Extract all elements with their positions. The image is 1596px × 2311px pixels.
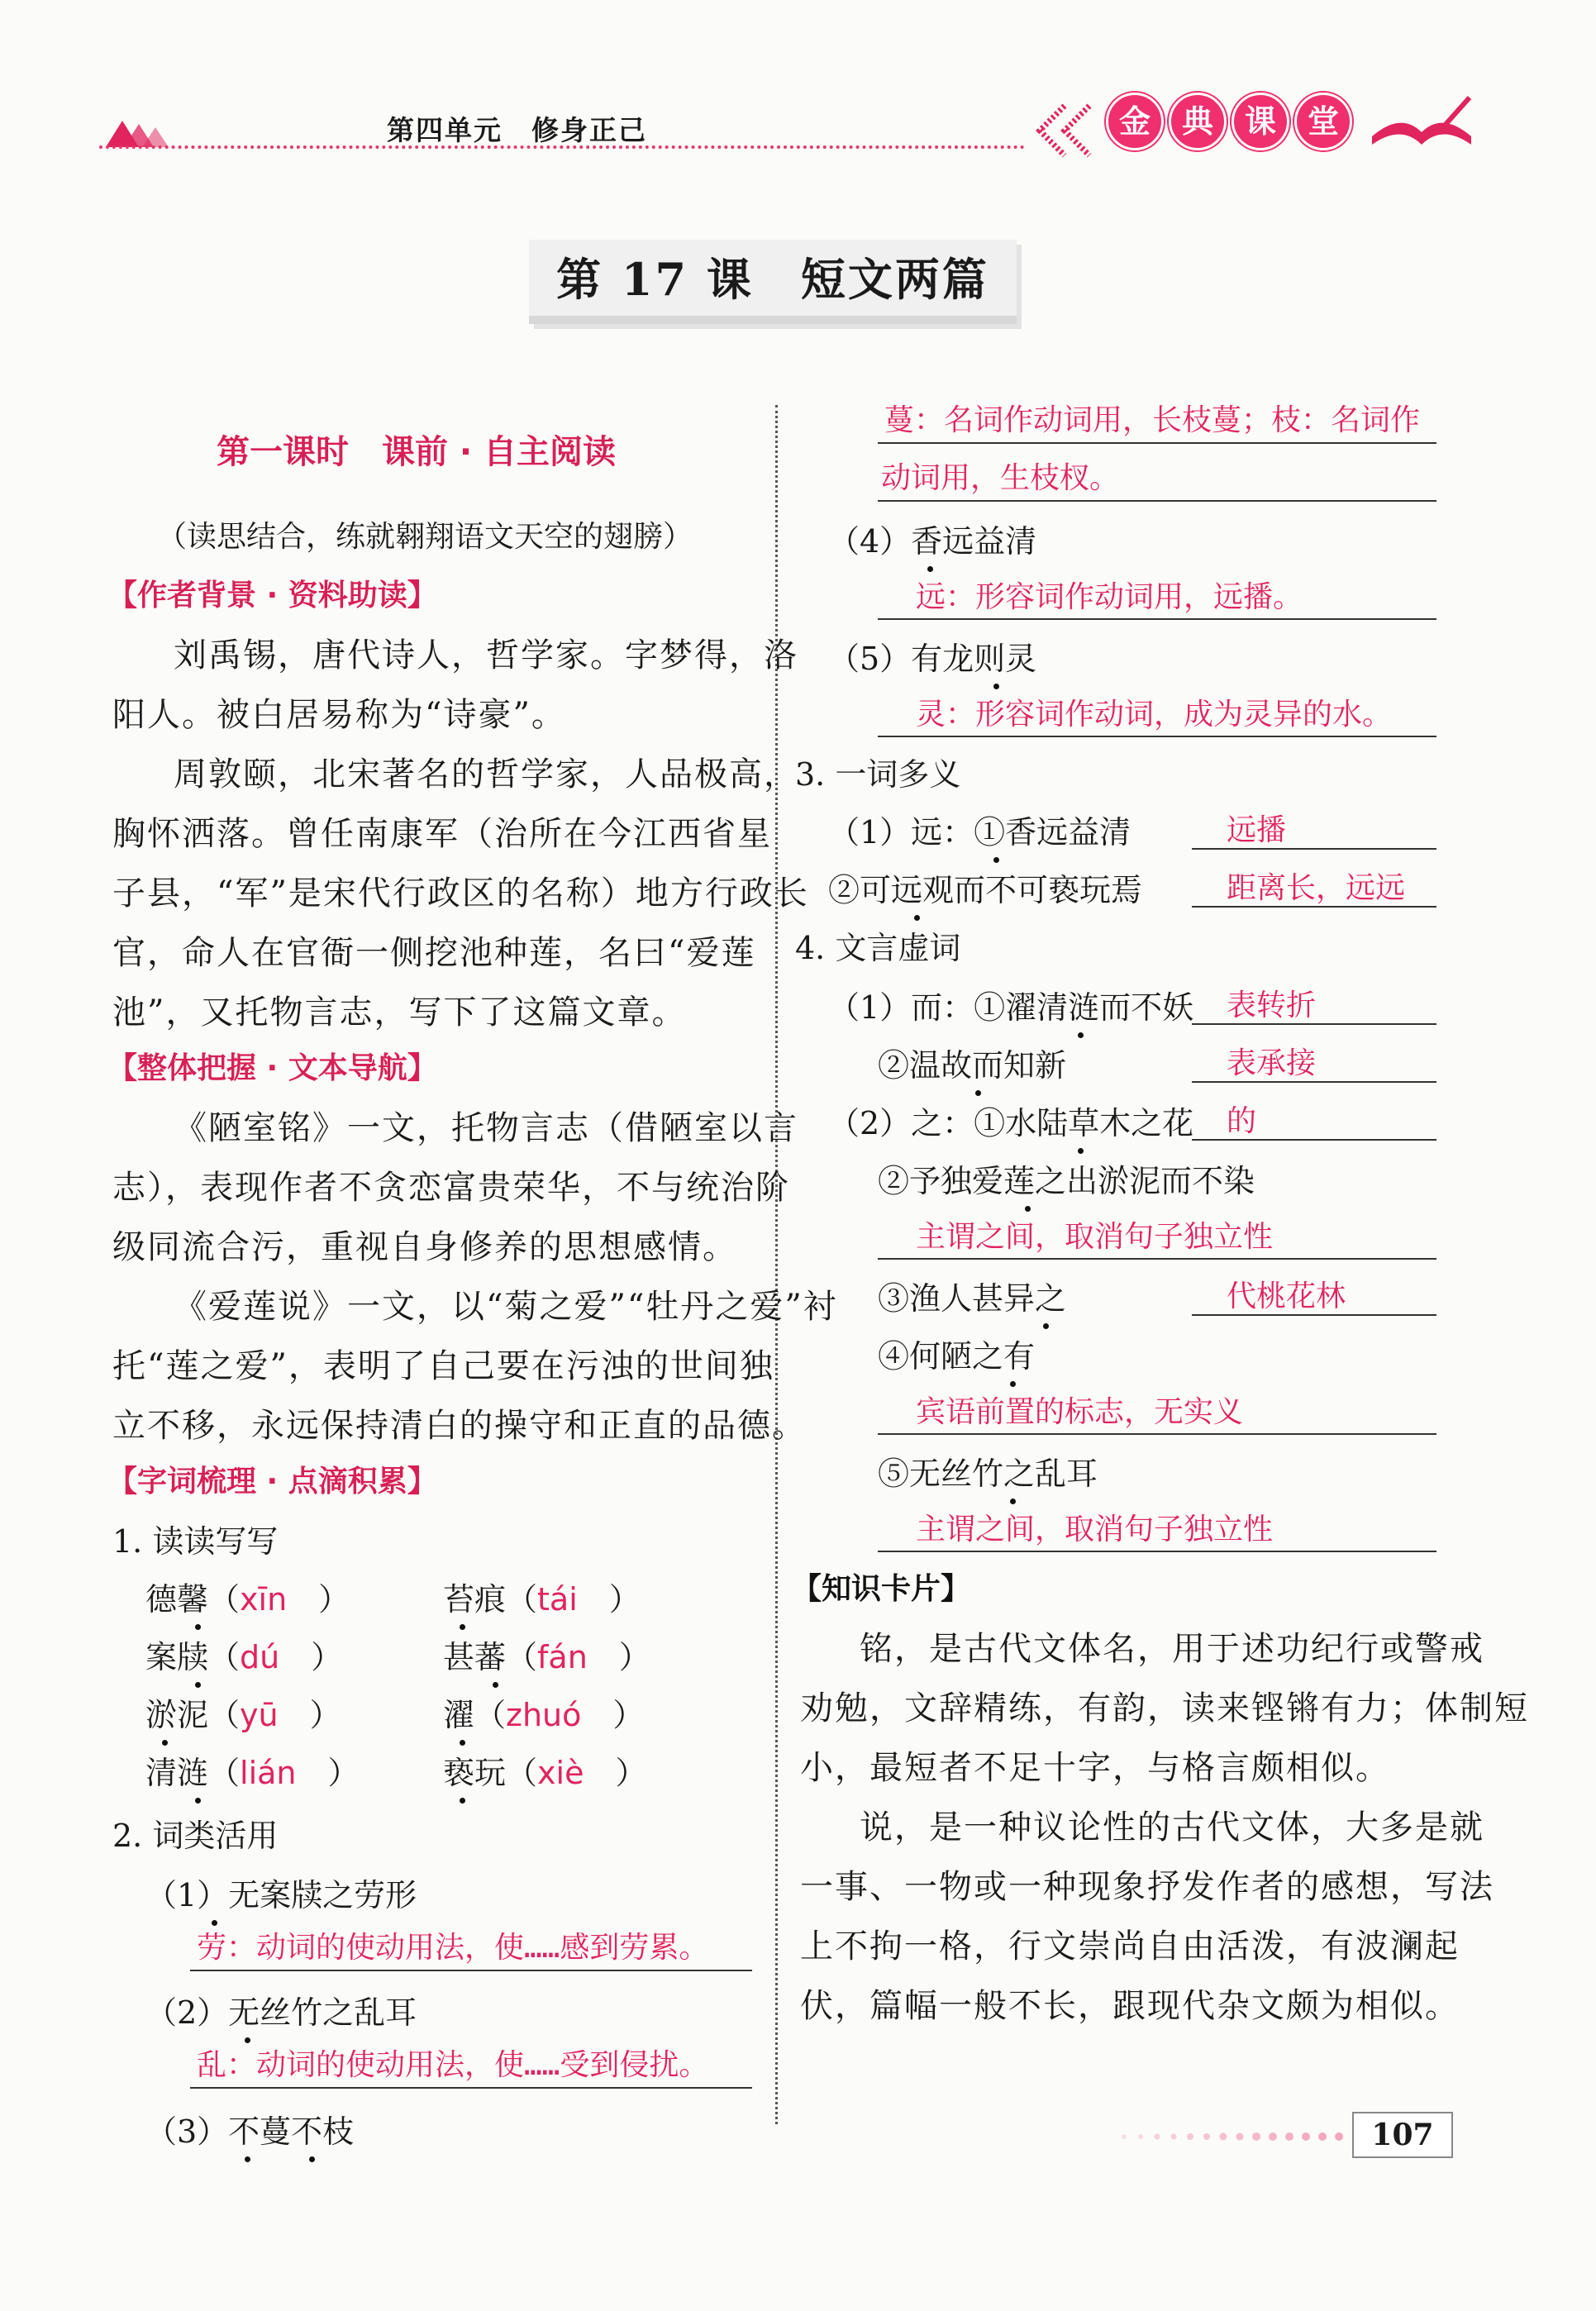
emphasis-dot bbox=[195, 1682, 201, 1688]
q3-answer: 远播 bbox=[1227, 813, 1287, 847]
q2-item: （2）无丝竹之乱耳 bbox=[145, 1994, 417, 2031]
q4-item: ②温故而知新 bbox=[878, 1047, 1067, 1084]
q2-label: 2. 词类活用 bbox=[112, 1818, 279, 1854]
q3-answer: 距离长，远远 bbox=[1227, 871, 1406, 905]
emphasis-dot bbox=[1043, 1323, 1049, 1329]
motto: （读思结合，练就翱翔语文天空的翅膀） bbox=[157, 520, 693, 554]
emphasis-dot bbox=[1078, 1148, 1084, 1154]
q4-answer: 表转折 bbox=[1227, 989, 1317, 1022]
bg-line: 胸怀洒落。曾任南康军（治所在今江西省星 bbox=[112, 815, 772, 853]
answer-underline bbox=[878, 1433, 1436, 1435]
q2-3-answer-line: 动词用，生枝杈。 bbox=[881, 461, 1120, 495]
pinyin-item: 濯（zhuó ） bbox=[443, 1697, 645, 1733]
pinyin-item: 淤泥（yū ） bbox=[145, 1697, 341, 1733]
pinyin-word: 淤泥 bbox=[145, 1697, 209, 1733]
pinyin-item: 亵玩（xiè ） bbox=[443, 1755, 647, 1791]
pinyin-word: 苔痕 bbox=[443, 1581, 507, 1618]
ov-line: 托“莲之爱”，表明了自己要在污浊的世间独 bbox=[112, 1347, 774, 1385]
q1-label: 1. 读读写写 bbox=[112, 1523, 279, 1560]
footer-dots-decoration bbox=[1116, 2120, 1347, 2153]
q2-item: （5）有龙则灵 bbox=[828, 641, 1037, 677]
q2-answer: 乱：动词的使动用法，使……受到侵扰。 bbox=[197, 2048, 709, 2082]
bg-line: 官，命人在官衙一侧挖池种莲，名曰“爱莲 bbox=[112, 934, 756, 972]
brand-logo bbox=[1106, 93, 1352, 150]
brand-char: 典 bbox=[1169, 93, 1227, 150]
pinyin-item: 案牍（dú ） bbox=[145, 1639, 343, 1675]
card-line: 小，最短者不足十字，与格言颇相似。 bbox=[800, 1749, 1390, 1787]
ov-line: 立不移，永远保持清白的操守和正直的品德。 bbox=[112, 1407, 807, 1445]
q4-item: （2）之：①水陆草木之花 bbox=[828, 1105, 1194, 1141]
answer-underline bbox=[190, 1970, 752, 1971]
pinyin-word: 亵玩 bbox=[443, 1755, 507, 1791]
ov-line: 级同流合污，重视自身修养的思想感情。 bbox=[112, 1228, 737, 1266]
pinyin-answer: dú bbox=[240, 1639, 280, 1675]
q4-item: ⑤无丝竹之乱耳 bbox=[878, 1456, 1098, 1492]
emphasis-dot bbox=[493, 1682, 498, 1688]
ov-line: 志），表现作者不贪恋富贵荣华，不与统治阶 bbox=[112, 1169, 790, 1207]
emphasis-dot bbox=[309, 2156, 315, 2162]
q2-item: （3）不蔓不枝 bbox=[145, 2113, 355, 2150]
pinyin-item: 德馨（xīn ） bbox=[145, 1581, 350, 1618]
emphasis-dot bbox=[927, 566, 933, 572]
answer-underline bbox=[1192, 1023, 1436, 1025]
pinyin-word: 濯 bbox=[443, 1697, 475, 1733]
emphasis-dot bbox=[212, 1920, 217, 1926]
section-subtitle: 第一课时 课前 · 自主阅读 bbox=[217, 433, 617, 471]
answer-underline bbox=[878, 500, 1436, 502]
unit-title: 第四单元 修身正己 bbox=[387, 114, 647, 146]
emphasis-dot bbox=[162, 1740, 168, 1746]
emphasis-dot bbox=[993, 684, 999, 689]
brand-char: 课 bbox=[1232, 93, 1289, 150]
emphasis-dot bbox=[1010, 1499, 1016, 1504]
pinyin-answer: xiè bbox=[537, 1755, 584, 1791]
ov-line: 《陋室铭》一文，托物言志（借陋室以言 bbox=[174, 1109, 798, 1147]
answer-underline bbox=[878, 618, 1436, 620]
emphasis-dot bbox=[975, 1090, 981, 1096]
pinyin-word: 案牍 bbox=[145, 1639, 209, 1675]
answer-underline bbox=[1192, 1314, 1436, 1316]
q4-answer: 主谓之间，取消句子独立性 bbox=[916, 1513, 1274, 1546]
card-line: 上不拘一格，行文崇尚自由活泼，有波澜起 bbox=[800, 1927, 1460, 1966]
q2-answer: 劳：动词的使动用法，使……感到劳累。 bbox=[197, 1931, 709, 1965]
ov-line: 《爱莲说》一文，以“菊之爱”“牡丹之爱”衬 bbox=[174, 1288, 838, 1326]
q3-item: （1）远：①香远益清 bbox=[828, 814, 1131, 851]
card-line: 说，是一种议论性的古代文体，大多是就 bbox=[860, 1808, 1484, 1846]
answer-underline bbox=[1192, 1081, 1436, 1083]
pinyin-answer: fán bbox=[537, 1639, 588, 1675]
q4-item: ③渔人甚异之 bbox=[878, 1280, 1067, 1317]
answer-underline bbox=[878, 1551, 1436, 1552]
q4-answer: 表承接 bbox=[1227, 1046, 1317, 1080]
emphasis-dot bbox=[460, 1740, 465, 1746]
emphasis-dot bbox=[1010, 1381, 1016, 1387]
q2-answer: 远：形容词作动词用，远播。 bbox=[916, 580, 1303, 614]
emphasis-dot bbox=[245, 2156, 250, 2162]
q4-answer: 代桃花林 bbox=[1227, 1279, 1346, 1313]
q4-answer: 主谓之间，取消句子独立性 bbox=[916, 1220, 1274, 1254]
pinyin-answer: yū bbox=[240, 1697, 279, 1733]
answer-underline bbox=[878, 736, 1436, 737]
header-triangles-icon bbox=[106, 116, 180, 149]
card-line: 劝勉，文辞精练，有韵，读来铿锵有力；体制短 bbox=[800, 1689, 1529, 1727]
emphasis-dot bbox=[460, 1798, 465, 1804]
answer-underline bbox=[878, 1258, 1436, 1260]
q4-answer: 的 bbox=[1227, 1104, 1257, 1138]
book-pen-icon bbox=[1364, 91, 1479, 157]
emphasis-dot bbox=[1025, 1206, 1031, 1212]
card-line: 铭，是古代文体名，用于述功纪行或警戒 bbox=[860, 1630, 1484, 1668]
q4-item: ②予独爱莲之出淤泥而不染 bbox=[878, 1163, 1255, 1199]
answer-underline bbox=[1192, 848, 1436, 850]
brand-char: 金 bbox=[1106, 93, 1164, 150]
q4-label: 4. 文言虚词 bbox=[795, 930, 961, 966]
q2-item: （4）香远益清 bbox=[828, 523, 1037, 560]
q3-item: ②可远观而不可亵玩焉 bbox=[828, 872, 1143, 908]
header-chevrons-icon bbox=[1031, 98, 1098, 164]
sec-background-heading: 【作者背景 · 资料助读】 bbox=[107, 579, 437, 612]
emphasis-dot bbox=[914, 915, 920, 921]
bg-line: 阳人。被白居易称为“诗豪”。 bbox=[112, 696, 566, 734]
pinyin-item: 苔痕（tái ） bbox=[443, 1581, 641, 1618]
answer-underline bbox=[878, 442, 1436, 444]
q2-3-answer-line: 蔓：名词作动词用，长枝蔓；枝：名词作 bbox=[884, 403, 1421, 437]
sec-overview-heading: 【整体把握 · 文本导航】 bbox=[107, 1051, 437, 1085]
bg-line: 子县，“军”是宋代行政区的名称）地方行政长 bbox=[112, 874, 809, 912]
pinyin-answer: lián bbox=[240, 1755, 297, 1791]
q4-item: （1）而：①濯清涟而不妖 bbox=[828, 989, 1194, 1026]
page-number: 107 bbox=[1352, 2112, 1453, 2158]
answer-underline bbox=[1192, 1139, 1436, 1141]
pinyin-word: 甚蕃 bbox=[443, 1639, 507, 1675]
answer-underline bbox=[1192, 906, 1436, 908]
pinyin-item: 清涟（lián ） bbox=[145, 1755, 360, 1791]
card-line: 伏，篇幅一般不长，跟现代杂文颇为相似。 bbox=[800, 1987, 1460, 2025]
q2-answer: 灵：形容词作动词，成为灵异的水。 bbox=[916, 698, 1393, 731]
bg-line: 池”，又托物言志，写下了这篇文章。 bbox=[112, 993, 687, 1032]
brand-char: 堂 bbox=[1294, 93, 1352, 150]
pinyin-item: 甚蕃（fán ） bbox=[443, 1639, 650, 1675]
pinyin-answer: xīn bbox=[240, 1581, 288, 1618]
card-line: 一事、一物或一种现象抒发作者的感想，写法 bbox=[800, 1868, 1494, 1906]
q2-item: （1）无案牍之劳形 bbox=[145, 1877, 417, 1913]
answer-underline bbox=[190, 2087, 752, 2089]
pinyin-word: 德馨 bbox=[145, 1581, 209, 1618]
emphasis-dot bbox=[195, 1798, 201, 1804]
q4-answer: 宾语前置的标志，无实义 bbox=[916, 1395, 1244, 1429]
q4-item: ④何陋之有 bbox=[878, 1338, 1036, 1375]
bg-line: 刘禹锡，唐代诗人，哲学家。字梦得，洛 bbox=[174, 636, 798, 674]
emphasis-dot bbox=[993, 857, 999, 863]
emphasis-dot bbox=[460, 1624, 465, 1630]
pinyin-answer: zhuó bbox=[506, 1697, 582, 1733]
pinyin-word: 清涟 bbox=[145, 1755, 209, 1791]
sec-card-heading: 【知识卡片】 bbox=[792, 1572, 971, 1606]
q3-label: 3. 一词多义 bbox=[795, 756, 961, 793]
emphasis-dot bbox=[1078, 1032, 1084, 1038]
pinyin-answer: tái bbox=[537, 1581, 578, 1618]
sec-words-heading: 【字词梳理 · 点滴积累】 bbox=[107, 1465, 437, 1499]
bg-line: 周敦颐，北宋著名的哲学家，人品极高， bbox=[174, 755, 798, 793]
emphasis-dot bbox=[245, 2037, 250, 2043]
emphasis-dot bbox=[195, 1624, 201, 1630]
lesson-title: 第 17 课 短文两篇 bbox=[556, 253, 989, 306]
